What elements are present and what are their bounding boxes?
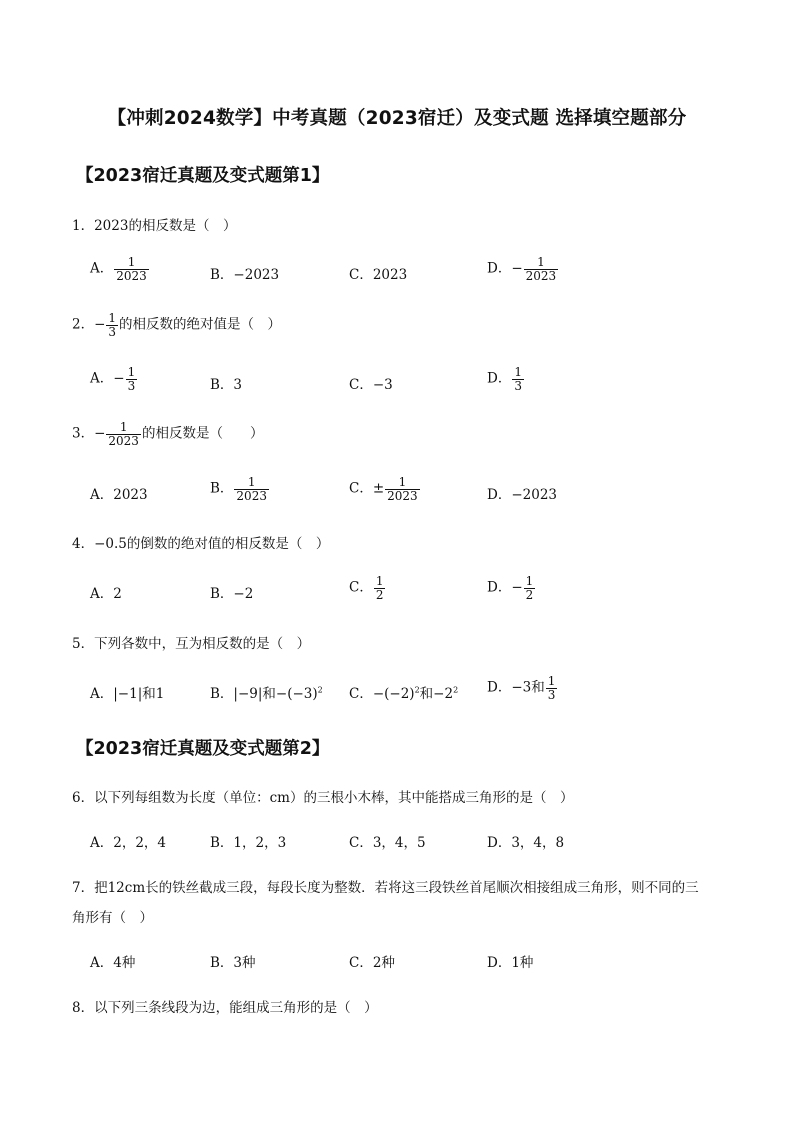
- fraction: $\frac{1}{2023}$: [387, 475, 418, 503]
- question-5: 5．下列各数中，互为相反数的是（ ）: [72, 636, 311, 652]
- q6-option-a: A．2，2，4: [90, 835, 167, 851]
- q6-option-b: B．1，2，3: [210, 835, 287, 851]
- section-heading-1: 【2023宿迁真题及变式题第1】: [76, 166, 330, 186]
- q4-option-c: C． $\frac{1}{2}$: [349, 574, 384, 602]
- page-title: 【冲刺2024数学】中考真题（2023宿迁）及变式题 选择填空题部分: [107, 108, 687, 129]
- question-3: 3．− $\frac{1}{2023}$ 的相反数是（ ）: [72, 420, 264, 448]
- q2-option-c: C．−3: [349, 377, 393, 393]
- q4-option-b: B．−2: [210, 586, 254, 602]
- q7-option-d: D．1种: [487, 955, 534, 971]
- fraction: $\frac{1}{2023}$: [236, 475, 267, 503]
- q7-option-b: B．3种: [210, 955, 256, 971]
- q1-option-d: D．− $\frac{1}{2023}$: [487, 255, 557, 283]
- q5-option-a: A．|−1|和1: [90, 686, 165, 702]
- question-7-line-1: 7．把12cm长的铁丝截成三段，每段长度为整数．若将这三段铁丝首尾顺次相接组成三角形，则不同的三: [72, 880, 699, 896]
- q3-option-a: A．2023: [90, 487, 148, 503]
- q5-option-c: C．$-(-2)^2$和$-2^2$: [349, 685, 459, 702]
- fraction: $\frac{1}{2}$: [525, 574, 534, 602]
- q4-option-a: A．2: [90, 586, 122, 602]
- fraction: $\frac{1}{2023}$: [116, 255, 147, 283]
- question-4: 4．−0.5的倒数的绝对值的相反数是（ ）: [72, 536, 330, 552]
- question-7-line-2: 角形有（ ）: [72, 910, 153, 926]
- fraction: $\frac{1}{3}$: [514, 365, 522, 393]
- q7-option-c: C．2种: [349, 955, 395, 971]
- section-heading-2: 【2023宿迁真题及变式题第2】: [76, 739, 330, 759]
- fraction: $\frac{1}{3}$: [127, 365, 136, 393]
- fraction: $\frac{1}{2023}$: [525, 255, 557, 283]
- fraction: $\frac{1}{2}$: [375, 574, 384, 602]
- question-2: 2．− $\frac{1}{3}$ 的相反数的绝对值是（ ）: [72, 311, 282, 339]
- q5-option-d: D．−3和 $\frac{1}{3}$: [487, 674, 556, 702]
- q3-option-b: B． $\frac{1}{2023}$: [210, 475, 267, 503]
- q6-option-c: C．3，4，5: [349, 835, 426, 851]
- q5-option-b: B．|−9|和$-(-3)^2$: [210, 685, 323, 702]
- q1-option-c: C．2023: [349, 267, 408, 283]
- q3-option-d: D．−2023: [487, 487, 557, 503]
- fraction: $\frac{1}{2023}$: [108, 420, 139, 448]
- q7-option-a: A．4种: [90, 955, 136, 971]
- q4-option-d: D．− $\frac{1}{2}$: [487, 574, 534, 602]
- q1-option-a: A． $\frac{1}{2023}$: [90, 255, 147, 283]
- question-1: 1．2023的相反数是（ ）: [72, 218, 237, 234]
- fraction: $\frac{1}{3}$: [108, 311, 117, 339]
- q2-option-d: D． $\frac{1}{3}$: [487, 365, 522, 393]
- question-6: 6．以下列每组数为长度（单位：cm）的三根小木棒，其中能搭成三角形的是（ ）: [72, 790, 574, 806]
- fraction: $\frac{1}{3}$: [547, 674, 556, 702]
- question-8: 8．以下列三条线段为边，能组成三角形的是（ ）: [72, 1000, 378, 1016]
- q2-option-b: B．3: [210, 377, 243, 393]
- q2-option-a: A．− $\frac{1}{3}$: [90, 365, 136, 393]
- q3-option-c: C．± $\frac{1}{2023}$: [349, 475, 418, 503]
- q6-option-d: D．3，4，8: [487, 835, 565, 851]
- q1-option-b: B．−2023: [210, 267, 280, 283]
